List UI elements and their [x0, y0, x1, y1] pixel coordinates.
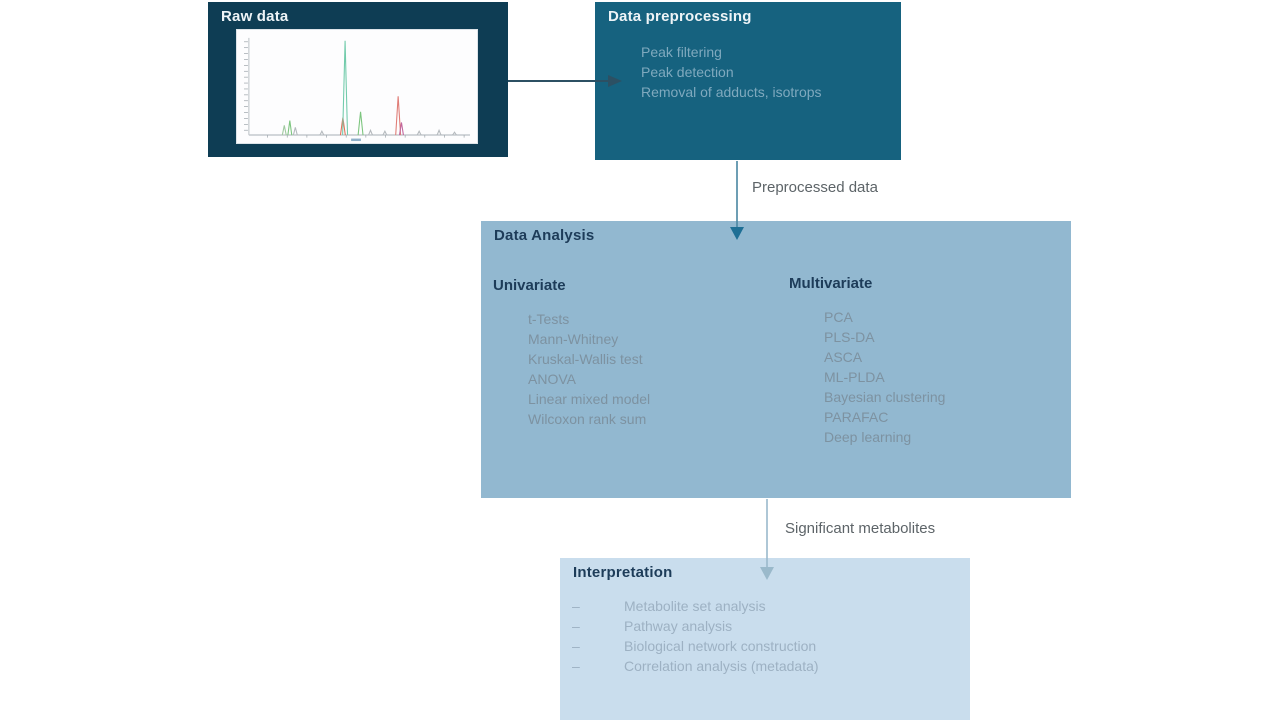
list-item: Mann-Whitney — [528, 331, 619, 347]
chromatogram-svg — [237, 30, 477, 143]
list-item — [572, 656, 819, 676]
list-item: PARAFAC — [824, 409, 889, 425]
list-item: ASCA — [824, 349, 863, 365]
multivariate-heading: Multivariate — [789, 275, 873, 292]
preprocessing-title: Data preprocessing — [608, 8, 752, 25]
list-item: Peak filtering — [641, 44, 722, 60]
chromatogram-plot — [236, 29, 478, 144]
list-item — [572, 636, 819, 656]
preprocessing-box — [595, 2, 901, 160]
analysis-box — [481, 221, 1071, 498]
univariate-items — [528, 309, 650, 429]
interpretation-box — [560, 558, 970, 720]
interp-item-label: Metabolite set analysis — [624, 598, 766, 614]
list-item: Bayesian clustering — [824, 389, 946, 405]
dash-bullet: – — [572, 638, 580, 654]
interp-item-label: Pathway analysis — [624, 618, 733, 634]
raw-data-title: Raw data — [221, 8, 289, 25]
dash-bullet: – — [572, 618, 580, 634]
list-item: Wilcoxon rank sum — [528, 411, 647, 427]
list-item: t-Tests — [528, 311, 570, 327]
list-item — [572, 616, 819, 636]
list-item: Removal of adducts, isotrops — [641, 84, 822, 100]
list-item: ANOVA — [528, 371, 576, 387]
univariate-heading: Univariate — [493, 277, 566, 294]
dash-bullet: – — [572, 658, 580, 674]
dash-bullet: – — [572, 598, 580, 614]
list-item: Kruskal-Wallis test — [528, 351, 643, 367]
analysis-title: Data Analysis — [494, 227, 595, 244]
list-item — [572, 596, 819, 616]
multivariate-items — [824, 307, 945, 447]
interp-item-label: Biological network construction — [624, 638, 817, 654]
list-item: Linear mixed model — [528, 391, 651, 407]
flow-label-significant-metabolites: Significant metabolites — [785, 520, 936, 537]
list-item: PCA — [824, 309, 853, 325]
list-item: Peak detection — [641, 64, 734, 80]
raw-data-box — [208, 2, 508, 157]
interp-item-label: Correlation analysis (metadata) — [624, 658, 819, 674]
preprocessing-items — [641, 42, 822, 102]
list-item: PLS-DA — [824, 329, 875, 345]
interpretation-items — [572, 596, 819, 676]
list-item: Deep learning — [824, 429, 912, 445]
flow-label-preprocessed-data: Preprocessed data — [752, 179, 878, 196]
interpretation-title: Interpretation — [573, 564, 673, 581]
list-item: ML-PLDA — [824, 369, 885, 385]
